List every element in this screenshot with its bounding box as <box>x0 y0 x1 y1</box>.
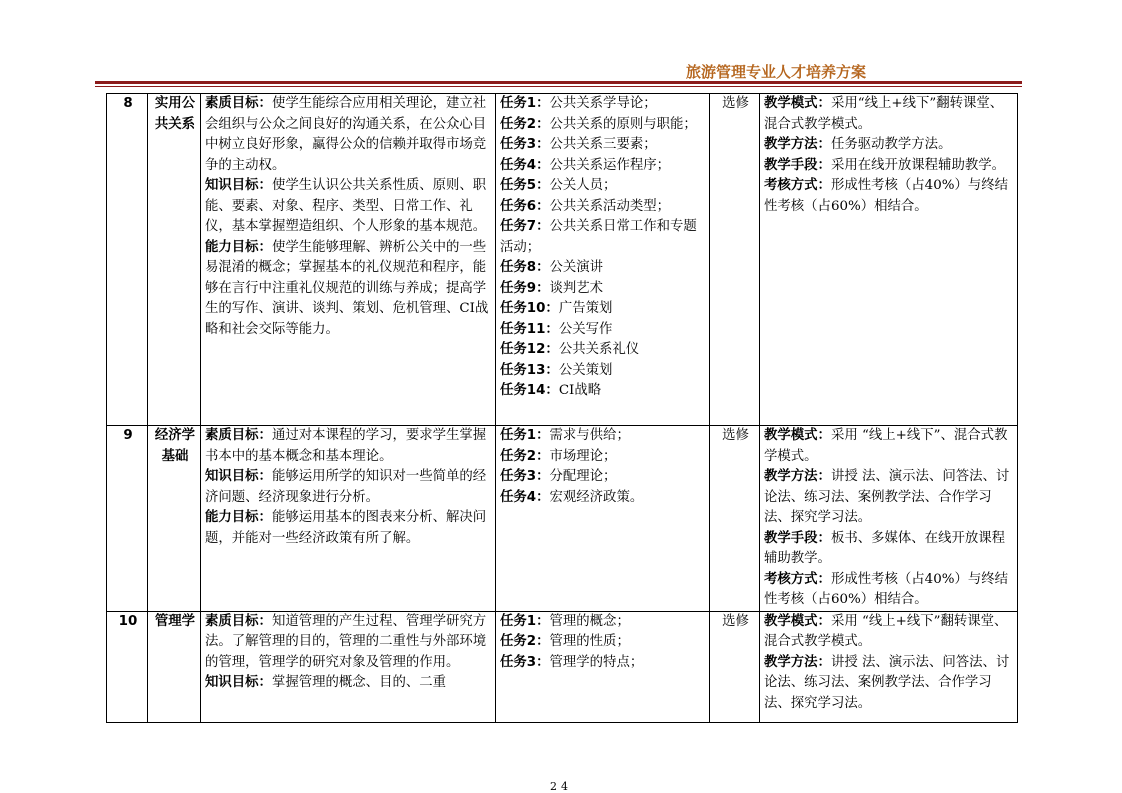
method-text: 采用“线上+线下”翻转课堂、混合式教学模式。 <box>764 96 1004 132</box>
task-item <box>500 653 707 674</box>
table-row <box>107 94 1018 426</box>
method-item <box>764 570 1015 611</box>
method-label: 教学手段： <box>764 157 831 173</box>
course-methods <box>760 94 1018 426</box>
method-item <box>764 653 1015 715</box>
goal-text: 使学生能够理解、辨析公关中的一些易混淆的概念；掌握基本的礼仪规范和程序，能够在言行中注重礼仪规范的训练与养成；提高学生的写作、演讲、谈判、策划、危机管理、CI战略和社会交际等能力。 <box>205 239 489 337</box>
course-name: 管理学 <box>148 611 201 722</box>
task-text: 公关演讲 <box>549 260 604 275</box>
method-label: 教学模式： <box>764 428 831 443</box>
goal-text: 能够运用基本的图表来分析、解决问题，并能对一些经济政策有所了解。 <box>205 510 487 546</box>
goal-text: 使学生认识公共关系性质、原则、职能、要素、对象、程序、类型、日常工作、礼仪，基本掌握塑造组织、个人形象的基本规范。 <box>205 178 487 234</box>
course-name: 实用公共关系 <box>148 94 201 426</box>
task-label: 任务5： <box>500 178 550 193</box>
method-text: 板书、多媒体、在线开放课程辅助教学。 <box>764 530 1006 566</box>
task-label: 任务6： <box>500 198 550 214</box>
task-item <box>500 381 707 402</box>
method-text: 讲授 法、演示法、问答法、讨论法、练习法、案例教学法、合作学习法、探究学习法。 <box>764 654 1010 711</box>
course-number: 8 <box>107 94 148 426</box>
task-item <box>500 488 707 509</box>
task-item <box>500 612 707 633</box>
task-label: 任务3： <box>500 137 550 152</box>
course-number: 9 <box>107 426 148 612</box>
goal-label: 知识目标： <box>205 469 272 484</box>
task-label: 任务2： <box>500 116 550 132</box>
course-number: 10 <box>107 611 148 722</box>
method-label: 考核方式： <box>764 571 831 587</box>
goal-text: 能够运用所学的知识对一些简单的经济问题、经济现象进行分析。 <box>205 469 487 505</box>
task-label: 任务1： <box>500 428 550 443</box>
header-rule-thin <box>95 86 1022 87</box>
goal-text: 通过对本课程的学习，要求学生掌握书本中的基本概念和基本理论。 <box>205 428 487 464</box>
goal-item <box>205 673 493 694</box>
task-text: 公共关系礼仪 <box>558 342 640 357</box>
task-text: 广告策划 <box>558 301 613 316</box>
task-item <box>500 340 707 361</box>
course-table <box>106 93 1018 723</box>
task-text: 公共关系的原则与职能； <box>549 116 697 132</box>
task-item <box>500 94 707 115</box>
goal-label: 素质目标： <box>205 428 272 443</box>
course-goals <box>201 94 496 426</box>
table-row <box>107 426 1018 612</box>
method-item <box>764 612 1015 653</box>
method-item <box>764 135 1015 156</box>
task-item <box>500 426 707 447</box>
goal-item <box>205 94 493 176</box>
task-item <box>500 115 707 136</box>
task-label: 任务14： <box>500 383 559 398</box>
method-text: 形成性考核（占40%）与终结性考核（占60%）相结合。 <box>764 571 1009 607</box>
task-item <box>500 176 707 197</box>
goal-text: 使学生能综合应用相关理论，建立社会组织与公众之间良好的沟通关系，在公众心目中树立良好形象，赢得公众的信赖并取得市场竞争的主动权。 <box>205 96 487 173</box>
task-item <box>500 361 707 382</box>
goal-label: 知识目标： <box>205 675 272 690</box>
task-label: 任务1： <box>500 613 550 629</box>
task-label: 任务4： <box>500 489 550 505</box>
goal-label: 素质目标： <box>205 96 272 111</box>
task-text: 分配理论； <box>549 469 617 484</box>
task-item <box>500 299 707 320</box>
course-name: 经济学基础 <box>148 426 201 612</box>
course-goals <box>201 426 496 612</box>
task-item <box>500 135 707 156</box>
course-tasks <box>496 611 710 722</box>
course-type: 选修 <box>710 611 760 722</box>
task-item <box>500 217 707 258</box>
method-label: 教学模式： <box>764 96 831 111</box>
task-label: 任务2： <box>500 448 550 464</box>
method-text: 形成性考核（占40%）与终结性考核（占60%）相结合。 <box>764 178 1009 214</box>
task-item <box>500 447 707 468</box>
course-tasks <box>496 94 710 426</box>
task-text: 需求与供给； <box>549 428 630 443</box>
method-text: 采用 “线上+线下”、混合式教学模式。 <box>764 428 1008 464</box>
method-item <box>764 156 1015 177</box>
method-item <box>764 176 1015 217</box>
task-item <box>500 467 707 488</box>
task-label: 任务9： <box>500 280 550 296</box>
method-text: 任务驱动教学方法。 <box>830 137 952 152</box>
method-item <box>764 467 1015 529</box>
task-item <box>500 197 707 218</box>
task-label: 任务2： <box>500 634 550 649</box>
task-label: 任务3： <box>500 469 550 484</box>
task-text: 公共关系学导论； <box>549 96 657 111</box>
task-text: 公共关系运作程序； <box>549 157 671 173</box>
page-number: 24 <box>550 780 572 793</box>
task-item <box>500 632 707 653</box>
methods-clip <box>764 612 1015 721</box>
goal-label: 素质目标： <box>205 613 272 629</box>
task-text: 公共关系活动类型； <box>549 198 671 214</box>
method-text: 采用在线开放课程辅助教学。 <box>830 157 1006 173</box>
task-label: 任务11： <box>500 321 559 337</box>
task-text: 公关人员； <box>549 178 617 193</box>
task-label: 任务8： <box>500 260 550 275</box>
goal-text: 知道管理的产生过程、管理学研究方法。了解管理的目的，管理的二重性与外部环境的管理，管理学的研究对象及管理的作用。 <box>205 613 487 670</box>
task-text: 管理学的特点； <box>549 654 644 670</box>
task-text: 公关写作 <box>558 321 613 337</box>
task-label: 任务13： <box>500 362 559 378</box>
goal-item <box>205 238 493 341</box>
method-text: 讲授 法、演示法、问答法、讨论法、练习法、案例教学法、合作学习法、探究学习法。 <box>764 469 1010 525</box>
task-text: 谈判艺术 <box>549 280 604 296</box>
table-row <box>107 611 1018 722</box>
method-label: 教学手段： <box>764 530 831 546</box>
goal-item <box>205 467 493 508</box>
task-text: 宏观经济政策。 <box>549 489 644 505</box>
task-label: 任务1： <box>500 96 550 111</box>
goal-item <box>205 508 493 549</box>
method-label: 教学模式： <box>764 613 831 629</box>
course-methods <box>760 611 1018 722</box>
goals-clip <box>205 612 493 721</box>
task-item <box>500 320 707 341</box>
task-item <box>500 258 707 279</box>
task-item <box>500 279 707 300</box>
goal-item <box>205 426 493 467</box>
goal-label: 能力目标： <box>205 239 272 255</box>
task-text: 管理的概念； <box>549 613 630 629</box>
task-label: 任务3： <box>500 654 550 670</box>
task-text: 管理的性质； <box>549 634 630 649</box>
method-item <box>764 426 1015 467</box>
method-label: 考核方式： <box>764 178 831 193</box>
method-item <box>764 529 1015 570</box>
task-label: 任务7： <box>500 219 550 234</box>
task-text: 市场理论； <box>549 448 617 464</box>
method-label: 教学方法： <box>764 137 831 152</box>
task-label: 任务12： <box>500 342 559 357</box>
method-item <box>764 94 1015 135</box>
method-label: 教学方法： <box>764 469 831 484</box>
course-methods <box>760 426 1018 612</box>
goal-label: 能力目标： <box>205 510 272 525</box>
course-type: 选修 <box>710 426 760 612</box>
course-type: 选修 <box>710 94 760 426</box>
goal-item <box>205 612 493 674</box>
goal-text: 掌握管理的概念、目的、二重 <box>271 675 447 690</box>
task-text: 公关策划 <box>558 362 613 378</box>
task-label: 任务4： <box>500 157 550 173</box>
goal-label: 知识目标： <box>205 178 272 193</box>
task-label: 任务10： <box>500 301 559 316</box>
task-text: 公共关系三要素； <box>549 137 657 152</box>
goal-item <box>205 176 493 238</box>
course-tasks <box>496 426 710 612</box>
task-text: CI战略 <box>558 383 602 398</box>
header-rule-thick <box>95 81 1022 84</box>
header-title: 旅游管理专业人才培养方案 <box>686 63 867 81</box>
method-text: 采用 “线上+线下”翻转课堂、混合式教学模式。 <box>764 613 1008 649</box>
task-item <box>500 156 707 177</box>
task-text: 公共关系日常工作和专题活动； <box>500 219 697 255</box>
course-goals <box>201 611 496 722</box>
method-label: 教学方法： <box>764 654 831 670</box>
